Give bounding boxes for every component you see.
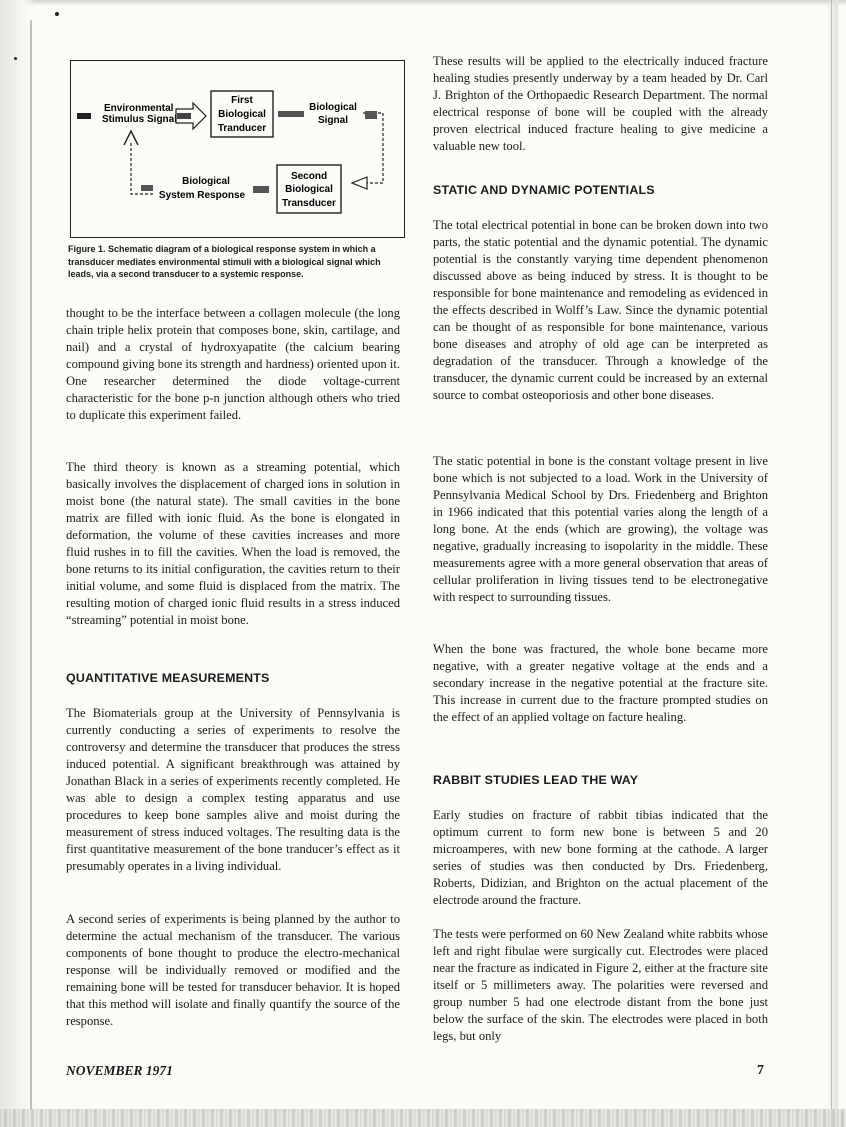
scan-edge-right-line [831, 0, 832, 1127]
scan-speck [55, 12, 59, 16]
right-paragraph-6: The tests were performed on 60 New Zealand white rabbits whose left and right fibulae were surgically cut. Electrodes were placed near the fracture as indicated in Figure 2, either at the fracture site itself or 5 millimeters away. The polarities were reversed and group number 5 had one electrode distant from the bone just below the surface of the skin. The electrodes were placed in both legs, but only [433, 927, 768, 1044]
heading-static-dynamic-potentials: STATIC AND DYNAMIC POTENTIALS [433, 183, 655, 197]
figure-mark [253, 186, 269, 193]
right-paragraph-5: Early studies on fracture of rabbit tibias indicated that the optimum current to form new bone is between 5 and 20 microamperes, with new bone forming at the cathode. A larger series of studies was then conducted by Drs. Friedenberg, Roberts, Didizian, and Brighton on the actual placement of the electrode around the fracture. [433, 808, 768, 908]
heading-rabbit-studies: RABBIT STUDIES LEAD THE WAY [433, 773, 639, 787]
right-paragraph-3: The static potential in bone is the constant voltage present in live bone which is not subjected to a load. Work in the University of Pennsylvania Medical School by Drs. Friedenberg and Brighton in 1966 indicated that this potential varies along the length of a long bone. At the ends (which are growing), the voltage was negative, gradually increasing to isopolarity in the middle. These measurements agree with a more general observation that areas of cellular proliferation in living tissues tend to be electronegative with respect to surrounding tissues. [433, 454, 768, 605]
figure-label-system-response-1: Biological [182, 176, 230, 187]
page-number: 7 [757, 1063, 764, 1078]
right-paragraph-1: These results will be applied to the electrically induced fracture healing studies presently underway by a team headed by Dr. Carl J. Brighton of the Orthopaedic Research Department. The normal electrical response of bone will be coupled with the already proven electrical induced fracture healing to give medicine a valuable new tool. [433, 54, 768, 154]
figure-1-caption: Figure 1. Schematic diagram of a biological response system in which a transducer mediates environmental stimuli with a biological signal which leads, via a second transducer to a systemic response. [68, 244, 381, 279]
figure-label-biological-signal-2: Signal [317, 115, 349, 126]
left-paragraph-2: The third theory is known as a streaming potential, which basically involves the displacement of charged ions in solution in moist bone (the natural state). The small cavities in the bone matrix are filled with ionic fluid. As the bone is elongated in deformation, the volume of these cavities increases and more fluid rushes in to fill the cavities. When the load is removed, the bone returns to its initial configuration, the cavities return to their initial volume, and some fluid is displaced from the matrix. The resulting motion of charged ionic fluid results in a stress induced “streaming” potential in moist bone. [66, 460, 400, 628]
scan-edge-bottom [0, 1109, 846, 1127]
figure-mark [365, 111, 377, 119]
scan-edge-right [826, 0, 838, 1127]
right-paragraph-4: When the bone was fractured, the whole bone became more negative, with a greater negative voltage at the ends and a secondary increase in the negative potential at the fracture site. This increase in current due to the fracture prompted studies on the effect of an applied voltage on facture healing. [433, 642, 768, 725]
figure-mark [177, 113, 191, 119]
scan-edge-top [0, 0, 846, 6]
figure-label-environmental: Environmental [104, 103, 174, 114]
arrowhead [124, 131, 138, 145]
left-paragraph-4: A second series of experiments is being planned by the author to determine the actual mechanism of the transducer. The various components of bone thought to produce the electro-mechanical response will be individually removed or modified and the remaining bone will be tested for transducer behavior. It is hoped that this method will isolate and finally quantify the source of the response. [66, 912, 400, 1029]
figure-mark [278, 111, 304, 117]
first-transducer-label-1: First [231, 95, 253, 106]
second-transducer-label-1: Second [290, 171, 328, 182]
left-paragraph-3: The Biomaterials group at the University of Pennsylvania is currently conducting a series of experiments to resolve the controversy and determine the transducer that produces the stress induced potential. A significant breakthrough was attained by Jonathan Black in a series of experiments recently completed. He was able to design a complex testing apparatus and use procedures to keep bone samples alive and moist during the measurement of stress induced voltages. The resulting data is the first quantitative measurement of the bone tranducer’s effect as it presumably operates in a living individual. [66, 706, 400, 874]
figure-mark [141, 185, 153, 191]
right-paragraph-2: The total electrical potential in bone can be broken down into two parts, the static potential and the dynamic potential. The dynamic potential is the constantly varying time dependent phenomenon discussed above as being induced by stress. It is thought to be responsible for bone maintenance and remodeling as evidenced in the effects described in Wolff’s Law. Since the dynamic potential can be thought of as responsible for bone maintenance, various bone diseases and atrophy of old age can be interpreted as degradation of the transducer. Through a knowledge of the transducer, the dynamic current could be increased by an external source to combat osteoporiosis and other bone diseases. [433, 218, 768, 403]
figure-label-stimulus-signal: Stimulus Signal [102, 114, 178, 125]
figure-label-system-response-2: System Response [158, 190, 246, 201]
arrowhead [352, 177, 367, 189]
footer-date: NOVEMBER 1971 [66, 1063, 173, 1078]
arrow-signal-to-second [363, 113, 383, 183]
scan-edge-left-line [30, 20, 32, 1110]
figure-1-diagram [71, 61, 404, 237]
second-transducer-label-3: Transducer [282, 198, 336, 209]
figure-mark [77, 113, 91, 119]
heading-quantitative-measurements: QUANTITATIVE MEASUREMENTS [66, 671, 270, 685]
figure-1-frame [70, 60, 405, 238]
first-transducer-label-3: Tranducer [217, 123, 267, 134]
scan-speck [14, 57, 17, 60]
left-paragraph-1: thought to be the interface between a collagen molecule (the long chain triple helix protein that composes bone, skin, cartilage, and nail) and a crystal of hydroxyapatite (the calcium bearing compound giving bone its strength and hardness) oriented upon it. One researcher determined the diode voltage-current characteristic for the bone p-n junction although others who tried to duplicate this experiment failed. [66, 306, 400, 423]
second-transducer-label-2: Biological [285, 184, 333, 195]
first-transducer-label-2: Biological [218, 109, 266, 120]
figure-label-biological-signal-1: Biological [309, 102, 357, 113]
